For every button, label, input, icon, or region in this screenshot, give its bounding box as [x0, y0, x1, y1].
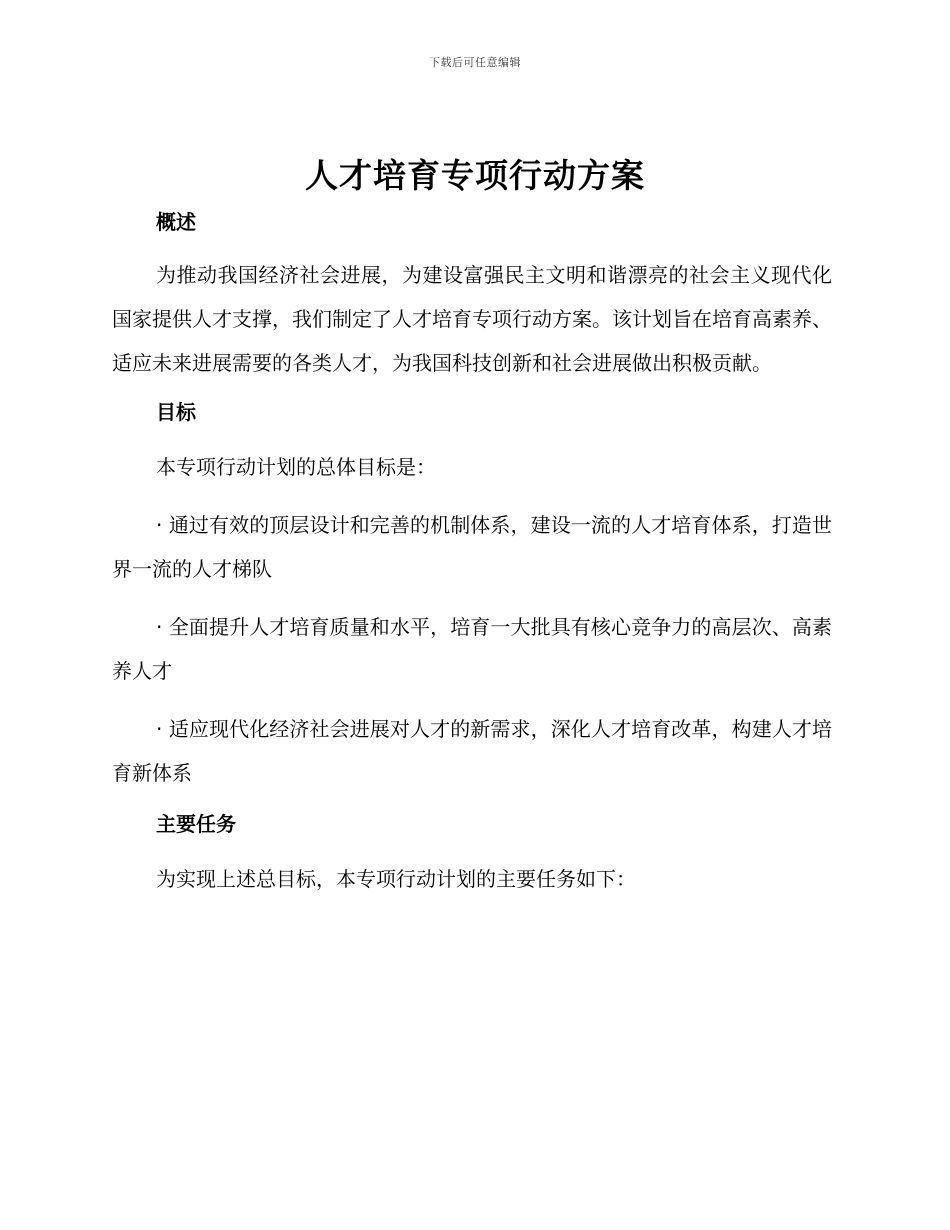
section-heading-goals: 目标	[156, 400, 196, 424]
section-heading-overview: 概述	[156, 210, 196, 234]
document-title: 人才培育专项行动方案	[305, 156, 645, 195]
goal-item-2: · 全面提升人才培育质量和水平，培育一大批具有核心竞争力的高层次、高素养人才	[112, 615, 832, 683]
overview-paragraph: 为推动我国经济社会进展，为建设富强民主文明和谐漂亮的社会主义现代化国家提供人才支撑，我们制定了人才培育专项行动方案。该计划旨在培育高素养、适应未来进展需要的各类人才，为我国科技创新和社会进展做出积极贡献。	[112, 263, 832, 375]
goal-item-3: · 适应现代化经济社会进展对人才的新需求，深化人才培育改革，构建人才培育新体系	[112, 717, 832, 785]
document-body	[112, 205, 832, 901]
goal-item-1: · 通过有效的顶层设计和完善的机制体系，建设一流的人才培育体系，打造世界一流的人才梯队	[112, 513, 832, 581]
tasks-intro-paragraph: 为实现上述总目标，本专项行动计划的主要任务如下：	[156, 867, 636, 891]
goals-intro-paragraph: 本专项行动计划的总体目标是：	[156, 455, 436, 479]
header-note: 下载后可任意编辑	[429, 56, 521, 69]
section-heading-tasks: 主要任务	[156, 812, 236, 836]
